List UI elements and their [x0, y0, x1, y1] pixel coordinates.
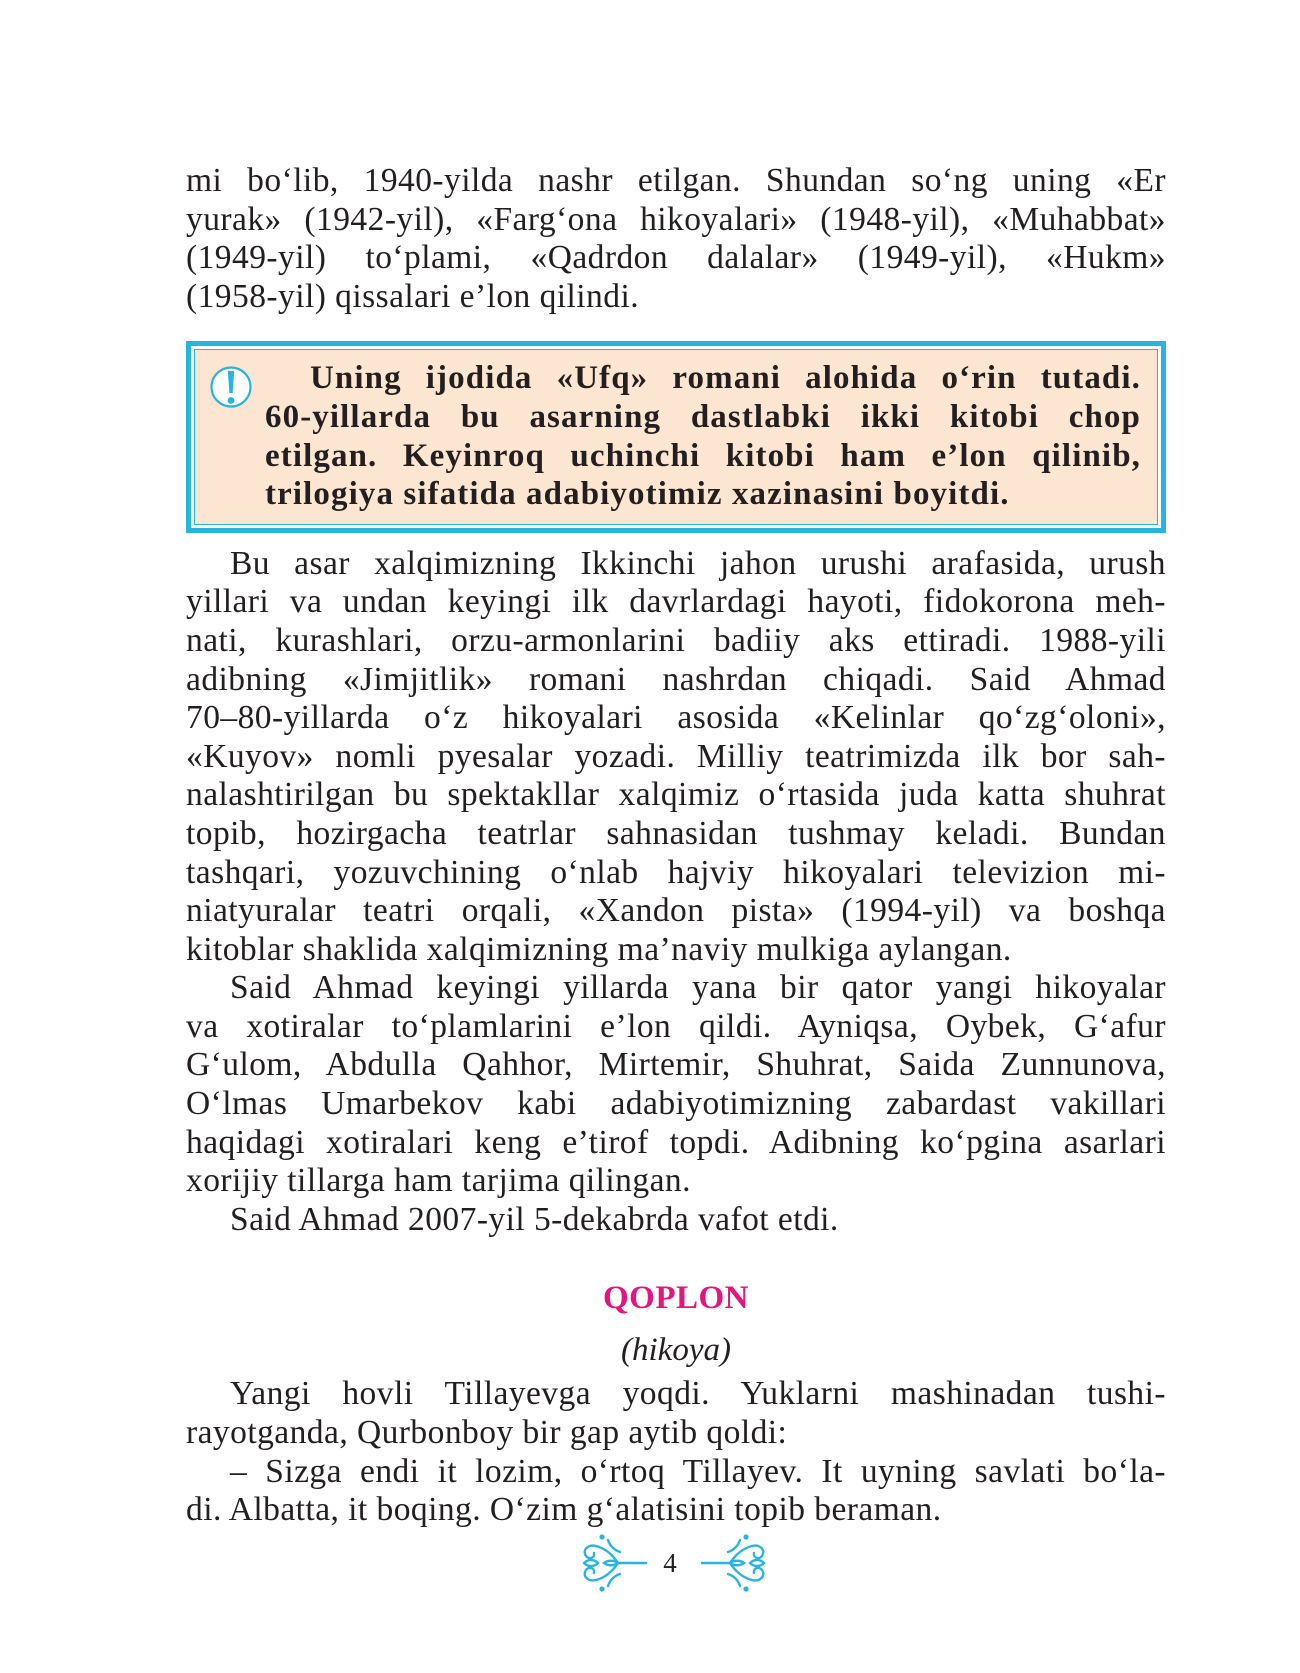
story-paragraph-1 — [186, 1375, 1166, 1452]
paragraph-2 — [186, 545, 1166, 970]
note-box — [186, 341, 1166, 532]
text-line: Said Ahmad 2007-yil 5-dekabrda vafot etdi. — [230, 1200, 839, 1238]
text-line: «Kuyov» nomli pyesalar yozadi. Milliy teatrimizda ilk bor sah- — [186, 737, 1166, 775]
text-line: (1958-yil) qissalari e’lon qilindi. — [186, 277, 640, 315]
text-line: kitoblar shaklida xalqimizning ma’naviy mulkiga aylangan. — [186, 930, 1012, 968]
paragraph-4 — [186, 1201, 1166, 1240]
text-line: tashqari, yozuvchining o‘nlab hajviy hikoyalari televizion mi- — [186, 853, 1166, 891]
text-line: (1949-yil) to‘plami, «Qadrdon dalalar» (1949-yil), «Hukm» — [186, 239, 1166, 277]
text-line: rayotganda, Qurbonboy bir gap aytib qoldi: — [186, 1414, 788, 1452]
note-line: 60-yillarda bu asarning dastlabki ikki kitobi chop — [265, 398, 1141, 435]
text-line: yillari va undan keyingi ilk davrlardagi hayoti, fidokorona meh- — [186, 583, 1166, 621]
text-line: Said Ahmad keyingi yillarda yana bir qator yangi hikoyalar — [230, 969, 1166, 1007]
text-line: Yangi hovli Tillayevga yoqdi. Yuklarni mashinadan tushi- — [230, 1375, 1166, 1413]
text-line: – Sizga endi it lozim, o‘rtoq Tillayev. It uyning savlati bo‘la- — [230, 1452, 1166, 1490]
story-paragraph-2 — [186, 1453, 1166, 1530]
text-line: O‘lmas Umarbekov kabi adabiyotimizning zabardast vakillari — [186, 1085, 1166, 1123]
text-line: xorijiy tillarga ham tarjima qilingan. — [186, 1162, 691, 1200]
text-line: yurak» (1942-yil), «Farg‘ona hikoyalari» (1948-yil), «Muhabbat» — [186, 200, 1166, 238]
note-text — [265, 359, 1141, 513]
note-line: Uning ijodida «Ufq» romani alohida o‘rin tutadi. — [310, 360, 1141, 397]
note-line: trilogiya sifatida adabiyotimiz xazinasini boyitdi. — [265, 476, 1010, 513]
text-line: adibning «Jimjitlik» romani nashrdan chiqadi. Said Ahmad — [186, 660, 1166, 698]
intro-paragraph — [186, 162, 1166, 316]
text-line: topib, hozirgacha teatrlar sahnasidan tushmay keladi. Bundan — [186, 814, 1166, 852]
page-footer — [0, 1528, 1300, 1598]
text-line: di. Albatta, it boqing. O‘zim g‘alatisini topib beraman. — [186, 1491, 942, 1529]
text-line: niatyuralar teatri orqali, «Xandon pista» (1994-yil) va boshqa — [186, 892, 1166, 930]
note-box-inner — [194, 349, 1158, 524]
story-title: QOPLON — [602, 1280, 749, 1317]
text-line: haqidagi xotiralari keng e’tirof topdi. Adibning ko‘pgina asarlari — [186, 1123, 1166, 1161]
paragraph-3 — [186, 969, 1166, 1201]
story-subtitle: (hikoya) — [621, 1332, 731, 1369]
page-number: 4 — [663, 1548, 677, 1578]
text-line: mi bo‘lib, 1940-yilda nashr etilgan. Shundan so‘ng uning «Er — [186, 162, 1166, 199]
text-line: Bu asar xalqimizning Ikkinchi jahon urushi arafasida, urush — [230, 544, 1166, 582]
text-line: nati, kurashlari, orzu-armonlarini badiiy aks ettiradi. 1988-yili — [186, 621, 1166, 659]
floral-ornament-icon — [578, 1532, 648, 1594]
note-line: etilgan. Keyinroq uchinchi kitobi ham e’lon qilinib, — [265, 437, 1141, 474]
text-line: 70–80-yillarda o‘z hikoyalari asosida «Kelinlar qo‘zg‘oloni», — [186, 699, 1166, 737]
exclamation-icon — [209, 362, 253, 412]
floral-ornament-icon — [700, 1532, 770, 1594]
text-line: G‘ulom, Abdulla Qahhor, Mirtemir, Shuhrat, Saida Zunnunova, — [186, 1046, 1166, 1084]
text-line: va xotiralar to‘plamlarini e’lon qildi. Ayniqsa, Oybek, G‘afur — [186, 1007, 1166, 1045]
page-content — [186, 162, 1166, 1530]
text-line: nalashtirilgan bu spektakllar xalqimiz o‘rtasida juda katta shuhrat — [186, 776, 1166, 814]
